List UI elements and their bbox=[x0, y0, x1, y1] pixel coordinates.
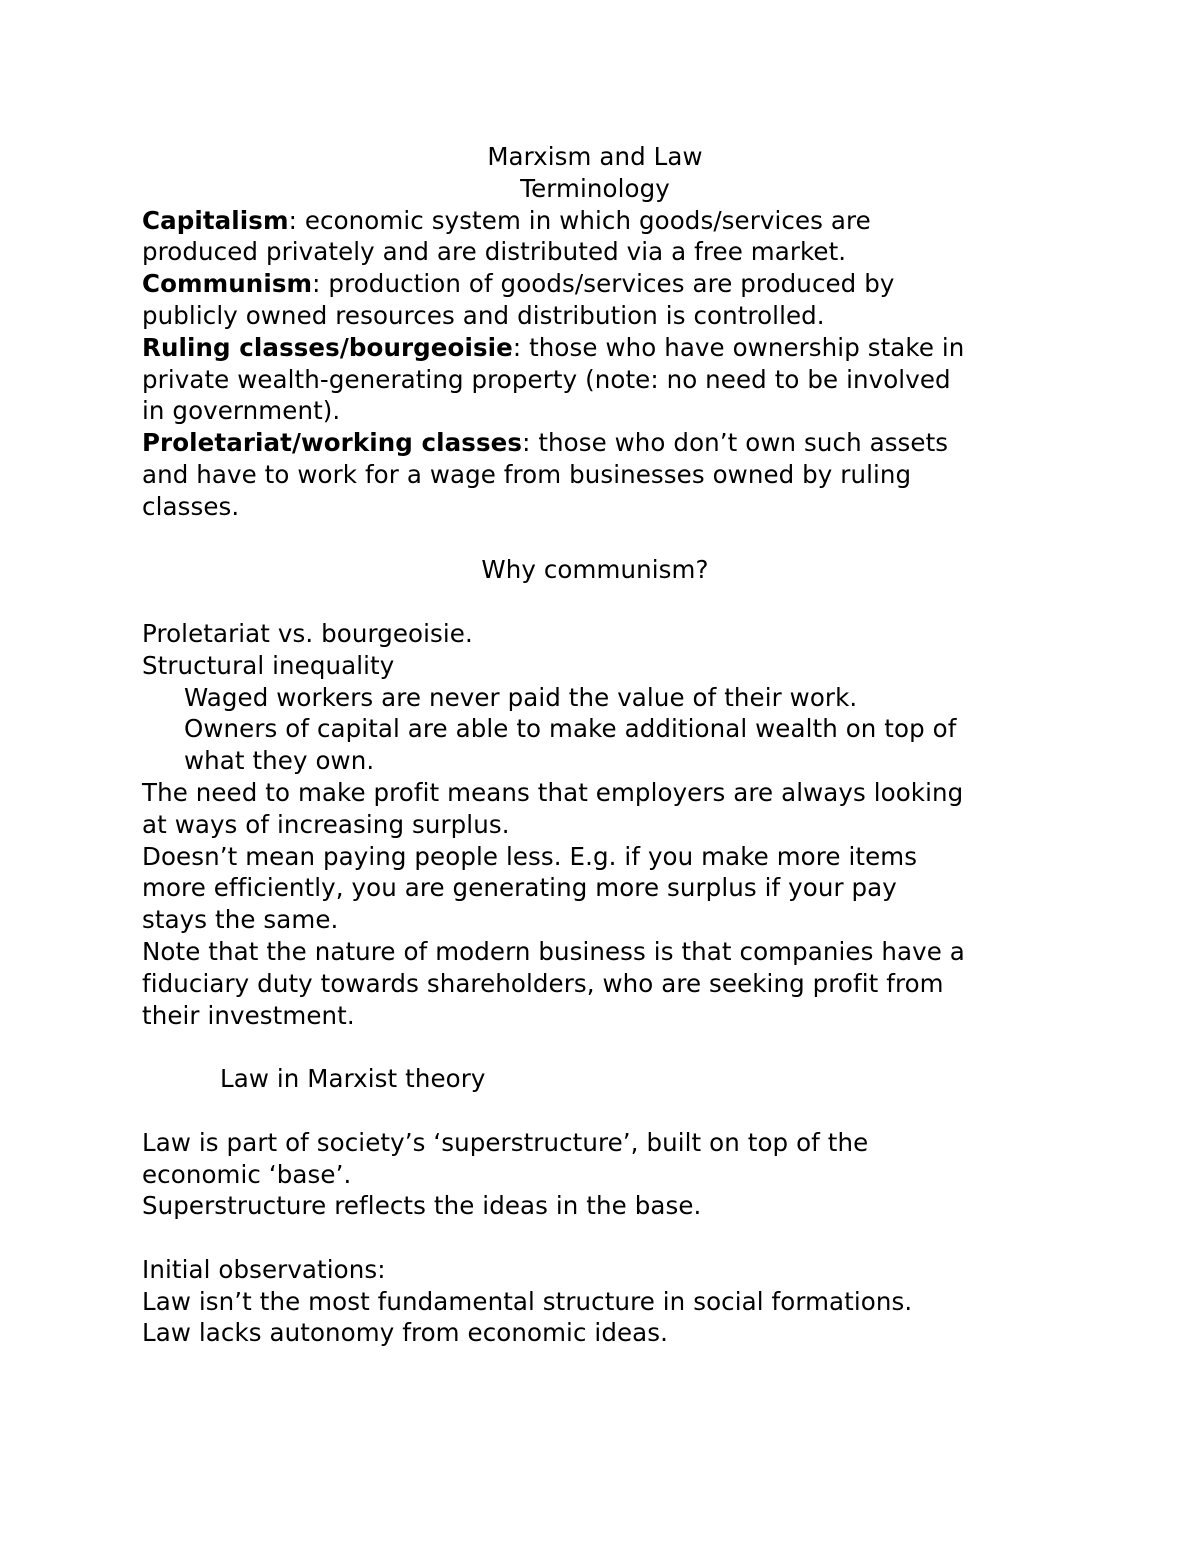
paragraph-line: more efficiently, you are generating more surplus if your pay bbox=[142, 873, 897, 903]
section-heading-law-in-marxist-theory: Law in Marxist theory bbox=[220, 1064, 486, 1094]
indented-line: what they own. bbox=[184, 746, 375, 776]
paragraph-line: at ways of increasing surplus. bbox=[142, 809, 510, 839]
observation-line: Law isn’t the most fundamental structure in social formations. bbox=[142, 1286, 913, 1316]
paragraph-line: Note that the nature of modern business is that companies have a bbox=[142, 936, 965, 966]
blank-line bbox=[142, 1222, 1072, 1254]
document-subtitle: Terminology bbox=[520, 173, 670, 203]
term-definition-line: and have to work for a wage from businesses owned by ruling bbox=[142, 459, 912, 489]
paragraph-line: Doesn’t mean paying people less. E.g. if you make more items bbox=[142, 841, 918, 871]
indented-line: Waged workers are never paid the value of their work. bbox=[184, 682, 858, 712]
paragraph-line: economic ‘base’. bbox=[142, 1159, 352, 1189]
paragraph-line: Law is part of society’s ‘superstructure’, built on top of the bbox=[142, 1127, 869, 1157]
term-definition: : production of goods/services are produced by bbox=[312, 269, 895, 299]
term-definition-line: in government). bbox=[142, 396, 341, 426]
term-label: Communism bbox=[142, 269, 313, 299]
term-label: Ruling classes/bourgeoisie bbox=[142, 332, 513, 362]
term-definition: : economic system in which goods/services are bbox=[288, 205, 871, 235]
section-heading-why-communism: Why communism? bbox=[481, 555, 709, 585]
indented-line: Owners of capital are able to make additional wealth on top of bbox=[184, 714, 957, 744]
blank-line bbox=[142, 523, 1072, 555]
term-entry-capitalism bbox=[142, 205, 1072, 237]
paragraph-line: Structural inequality bbox=[142, 650, 395, 680]
term-definition-line: private wealth-generating property (note: no need to be involved bbox=[142, 364, 951, 394]
paragraph-line: their investment. bbox=[142, 1000, 355, 1030]
document-body bbox=[142, 141, 1072, 1349]
term-definition-line: produced privately and are distributed via a free market. bbox=[142, 237, 847, 267]
observations-heading: Initial observations: bbox=[142, 1254, 386, 1284]
term-definition-line: classes. bbox=[142, 491, 240, 521]
paragraph-line: Superstructure reflects the ideas in the base. bbox=[142, 1191, 702, 1221]
term-entry-communism bbox=[142, 268, 1072, 300]
blank-line bbox=[142, 1031, 1072, 1063]
term-definition: : those who have ownership stake in bbox=[512, 332, 965, 362]
document-title: Marxism and Law bbox=[487, 142, 703, 171]
blank-line bbox=[142, 1095, 1072, 1127]
paragraph-line: stays the same. bbox=[142, 905, 339, 935]
paragraph-line: The need to make profit means that employers are always looking bbox=[142, 777, 964, 807]
term-definition-line: publicly owned resources and distribution is controlled. bbox=[142, 300, 825, 330]
paragraph-line: fiduciary duty towards shareholders, who are seeking profit from bbox=[142, 968, 944, 998]
term-entry-ruling-classes bbox=[142, 332, 1072, 364]
paragraph-line: Proletariat vs. bourgeoisie. bbox=[142, 618, 473, 648]
term-label: Proletariat/working classes bbox=[142, 428, 523, 458]
observation-line: Law lacks autonomy from economic ideas. bbox=[142, 1318, 669, 1348]
term-label: Capitalism bbox=[142, 205, 289, 235]
blank-line bbox=[142, 586, 1072, 618]
term-entry-proletariat bbox=[142, 427, 1072, 459]
term-definition: : those who don’t own such assets bbox=[522, 428, 949, 458]
